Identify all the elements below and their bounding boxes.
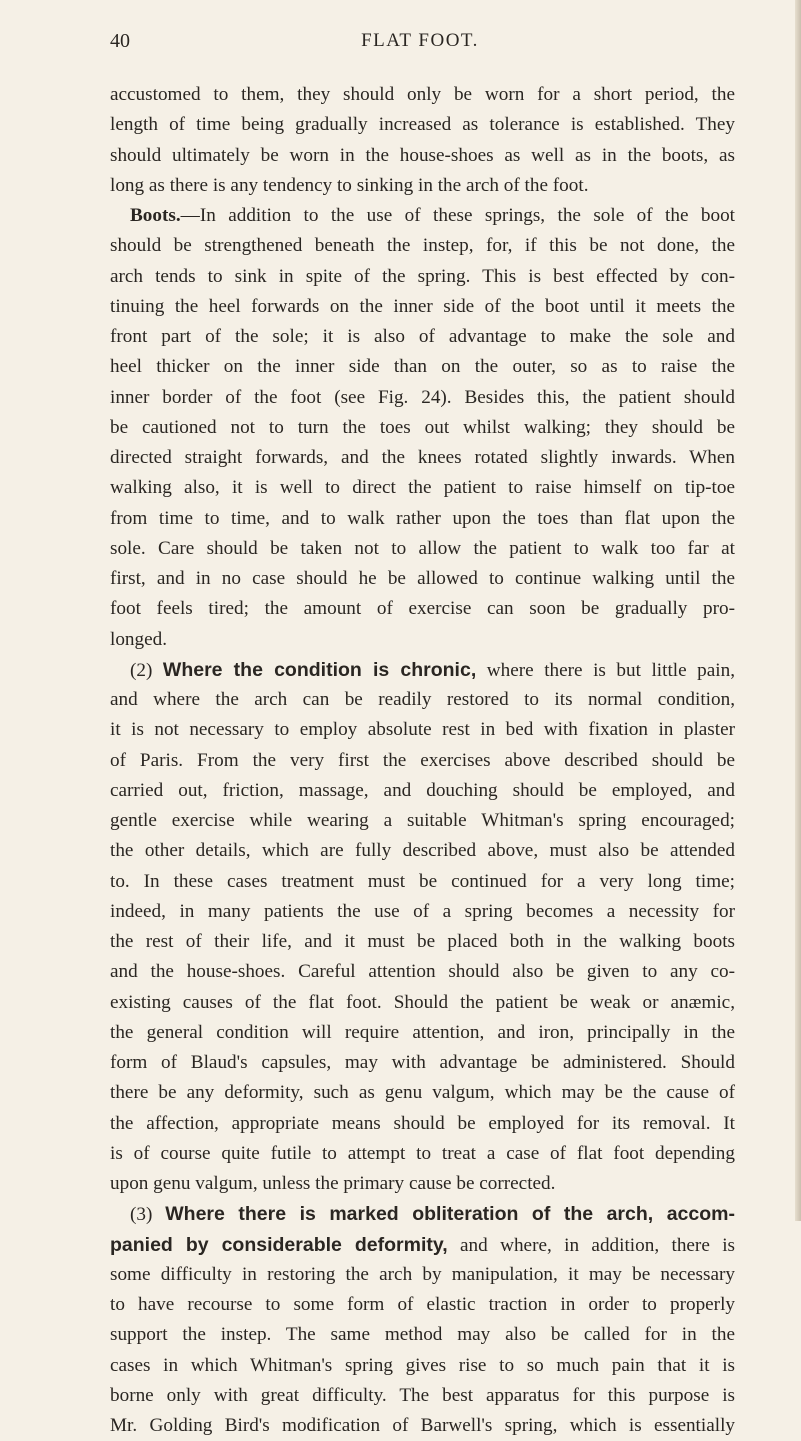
text-line: the general condition will require attention, and iron, principally in the [110, 1021, 735, 1043]
text-line: length of time being gradually increased as tolerance is established. They [110, 114, 735, 136]
text-line: accustomed to them, they should only be worn for a short period, the [110, 84, 735, 105]
text-line: carried out, friction, massage, and douching should be employed, and [110, 779, 735, 801]
text-line: should ultimately be worn in the house-shoes as well as in the boots, as [110, 144, 735, 166]
text-line: support the instep. The same method may also be called for in the [110, 1324, 735, 1346]
page-number: 40 [110, 30, 130, 52]
text-line: existing causes of the flat foot. Should the patient be weak or anæmic, [110, 991, 735, 1013]
text-line: some difficulty in restoring the arch by manipulation, it may be necessary [110, 1263, 735, 1285]
boots-heading: Boots. [130, 205, 181, 226]
section-number: (3) [130, 1204, 166, 1226]
text-line: walking also, it is well to direct the patient to raise himself on tip-toe [110, 477, 735, 499]
text-line: the affection, appropriate means should be employed for its removal. It [110, 1112, 735, 1134]
text-line: inner border of the foot (see Fig. 24). Besides this, the patient should [110, 386, 735, 408]
text-line: there be any deformity, such as genu valgum, which may be the cause of [110, 1082, 735, 1104]
text-line: should be strengthened beneath the instep, for, if this be not done, the [110, 235, 735, 257]
text-line: first, and in no case should he be allowed to continue walking until the [110, 568, 735, 589]
text-line: it is not necessary to employ absolute rest in bed with fixation in plaster [110, 719, 735, 741]
body-text [110, 80, 735, 1441]
text-line: arch tends to sink in spite of the spring. This is best effected by con- [110, 265, 735, 287]
text-line: upon genu valgum, unless the primary cause be corrected. [110, 1173, 556, 1194]
text-line: form of Blaud's capsules, may with advantage be administered. Should [110, 1052, 735, 1073]
text-line: be cautioned not to turn the toes out whilst walking; they should be [110, 416, 735, 438]
text-line: borne only with great difficulty. The best apparatus for this purpose is [110, 1384, 735, 1406]
text-line: long as there is any tendency to sinking in the arch of the foot. [110, 174, 589, 196]
text-run: where there is but little pain, [476, 659, 736, 681]
text-line: is of course quite futile to attempt to treat a case of flat foot depending [110, 1142, 735, 1164]
text-line: to. In these cases treatment must be continued for a very long time; [110, 870, 735, 892]
running-title: FLAT FOOT. [361, 30, 479, 51]
text-line: foot feels tired; the amount of exercise can soon be gradually pro- [110, 598, 735, 620]
text-line-section-3-cont [110, 1230, 735, 1260]
text-run: —In addition to the use of these springs, the sole of the boot [180, 205, 735, 226]
text-line: indeed, in many patients the use of a spring becomes a necessity for [110, 900, 735, 922]
text-line: heel thicker on the inner side than on the outer, so as to raise the [110, 356, 735, 378]
text-line-section-3 [110, 1199, 735, 1229]
text-line: tinuing the heel forwards on the inner side of the boot until it meets the [110, 295, 735, 317]
text-line: from time to time, and to walk rather upon the toes than flat upon the [110, 507, 735, 529]
text-run: and where, in addition, there is [447, 1234, 735, 1256]
page-edge [795, 0, 801, 1221]
text-line: of Paris. From the very first the exercises above described should be [110, 749, 735, 771]
page-header [110, 30, 730, 62]
text-line: front part of the sole; it is also of advantage to make the sole and [110, 326, 735, 347]
section-heading-chronic: Where the condition is chronic, [162, 658, 477, 681]
text-line-boots [110, 201, 735, 231]
text-line: the other details, which are fully described above, must also be attended [110, 840, 735, 862]
text-line: Mr. Golding Bird's modification of Barwell's spring, which is essentially [110, 1415, 735, 1436]
text-line: gentle exercise while wearing a suitable Whitman's spring encouraged; [110, 810, 735, 831]
text-line: the rest of their life, and it must be placed both in the walking boots [110, 931, 735, 952]
text-line: cases in which Whitman's spring gives rise to so much pain that it is [110, 1354, 735, 1376]
section-number: (2) [130, 659, 163, 681]
text-line: to have recourse to some form of elastic traction in order to properly [110, 1294, 735, 1315]
text-line-section-2 [110, 655, 735, 685]
text-line: directed straight forwards, and the knees rotated slightly inwards. When [110, 447, 735, 468]
section-heading-obliteration: Where there is marked obliteration of the arch, accom- [165, 1203, 735, 1226]
text-line: and the house-shoes. Careful attention should also be given to any co- [110, 961, 735, 983]
section-heading-deformity: panied by considerable deformity, [110, 1233, 448, 1256]
text-line: and where the arch can be readily restored to its normal condition, [110, 689, 735, 710]
text-line: longed. [110, 628, 168, 650]
text-line: sole. Care should be taken not to allow the patient to walk too far at [110, 537, 735, 559]
